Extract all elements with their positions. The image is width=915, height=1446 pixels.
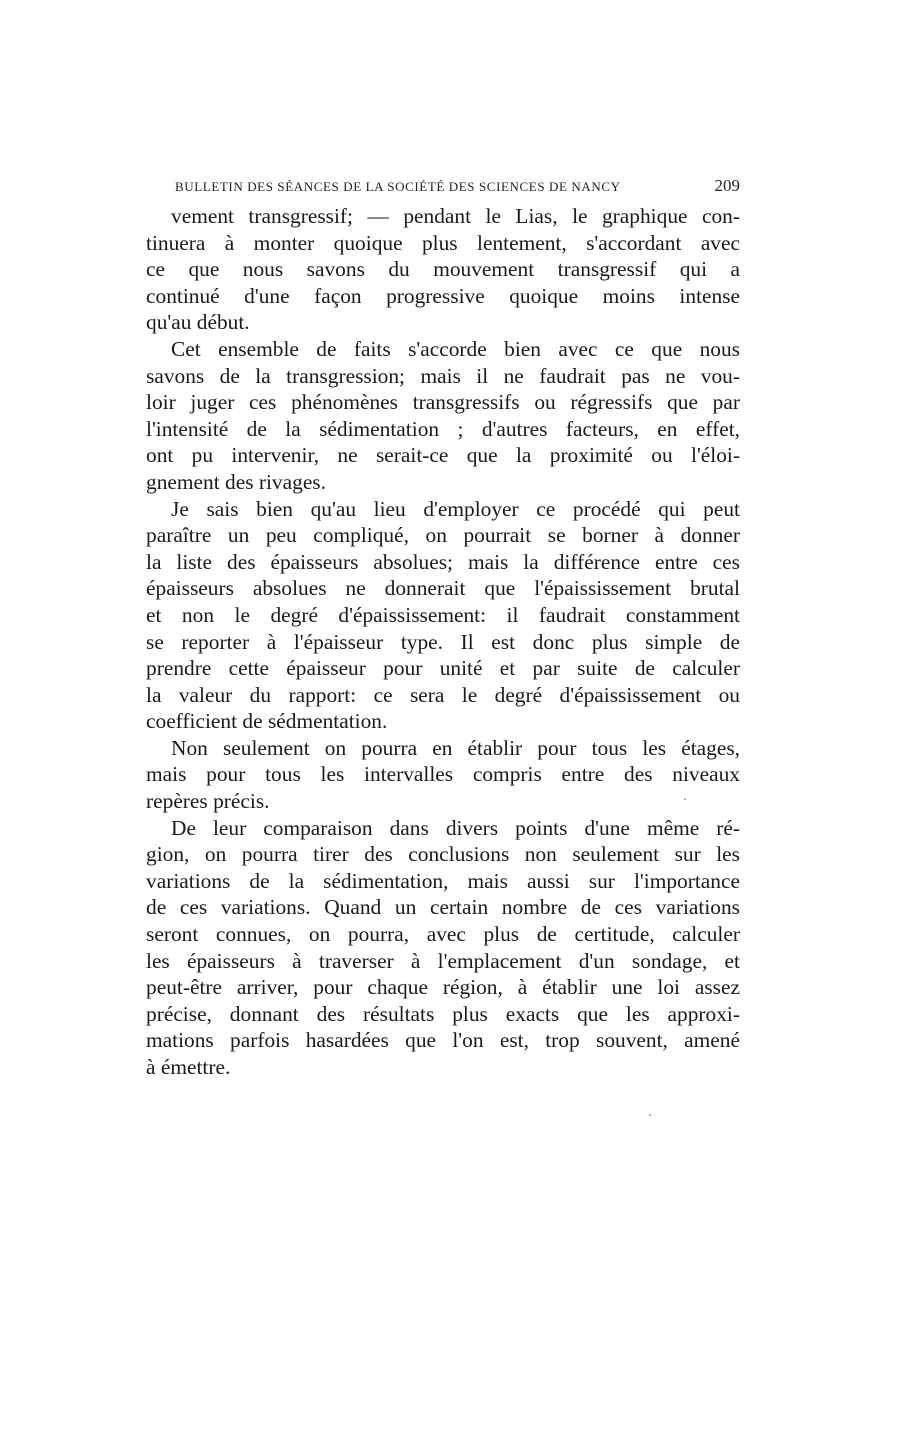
text-line: vement transgressif; — pendant le Lias, le graphique con- — [171, 204, 740, 228]
text-line: de ces variations. Quand un certain nombre de ces variations — [146, 895, 740, 920]
paragraph — [146, 496, 740, 735]
text-line: tinuera à monter quoique plus lentement, s'accordant avec — [146, 230, 740, 255]
text-line: peut-être arriver, pour chaque région, à établir une loi assez — [146, 975, 740, 1000]
text-line: à émettre. — [146, 1055, 231, 1079]
text-line: Je sais bien qu'au lieu d'employer ce procédé qui peut — [171, 496, 740, 521]
running-head — [175, 176, 740, 196]
text-line: seront connues, on pourra, avec plus de certitude, calculer — [146, 922, 740, 947]
paragraph — [146, 815, 740, 1081]
text-line: paraître un peu compliqué, on pourrait se borner à donner — [146, 523, 740, 548]
text-line: épaisseurs absolues ne donnerait que l'épaississement brutal — [146, 576, 740, 601]
text-line: Cet ensemble de faits s'accorde bien avec ce que nous — [171, 336, 740, 361]
text-line: prendre cette épaisseur pour unité et par suite de calculer — [146, 656, 740, 681]
text-line: savons de la transgression; mais il ne faudrait pas ne vou- — [146, 363, 740, 388]
text-line: se reporter à l'épaisseur type. Il est donc plus simple de — [146, 629, 740, 654]
print-speck — [684, 798, 686, 800]
text-line: et non le degré d'épaississement: il faudrait constamment — [146, 602, 740, 627]
text-line: la liste des épaisseurs absolues; mais la différence entre ces — [146, 549, 740, 574]
text-line: la valeur du rapport: ce sera le degré d'épaississement ou — [146, 682, 740, 707]
paragraph — [146, 735, 740, 815]
body-text — [146, 203, 740, 1081]
text-line: ce que nous savons du mouvement transgressif qui a — [146, 257, 740, 282]
text-line: gion, on pourra tirer des conclusions non seulement sur les — [146, 842, 740, 867]
text-line: l'intensité de la sédimentation ; d'autres facteurs, en effet, — [146, 416, 740, 441]
text-line: précise, donnant des résultats plus exacts que les approxi- — [146, 1001, 740, 1026]
print-speck — [649, 1114, 651, 1116]
text-line: ont pu intervenir, ne serait-ce que la proximité ou l'éloi- — [146, 443, 740, 468]
text-line: mais pour tous les intervalles compris entre des niveaux — [146, 762, 740, 787]
text-line: gnement des rivages. — [146, 469, 326, 494]
text-line: repères précis. — [146, 789, 270, 814]
text-line: Non seulement on pourra en établir pour tous les étages, — [171, 735, 740, 760]
text-line: mations parfois hasardées que l'on est, trop souvent, amené — [146, 1028, 740, 1053]
text-line: qu'au début. — [146, 310, 250, 335]
running-title: BULLETIN DES SÉANCES DE LA SOCIÉTÉ DES SCIENCES DE NANCY — [175, 179, 621, 194]
page-number: 209 — [714, 176, 740, 195]
text-line: variations de la sédimentation, mais aussi sur l'importance — [146, 868, 740, 893]
paragraph — [146, 336, 740, 496]
text-line: coefficient de sédmentation. — [146, 709, 388, 734]
text-line: De leur comparaison dans divers points d'une même ré- — [171, 815, 740, 840]
text-line: les épaisseurs à traverser à l'emplacement d'un sondage, et — [146, 948, 740, 973]
paragraph — [146, 203, 740, 336]
text-line: continué d'une façon progressive quoique moins intense — [146, 283, 740, 308]
text-line: loir juger ces phénomènes transgressifs ou régressifs que par — [146, 390, 740, 415]
